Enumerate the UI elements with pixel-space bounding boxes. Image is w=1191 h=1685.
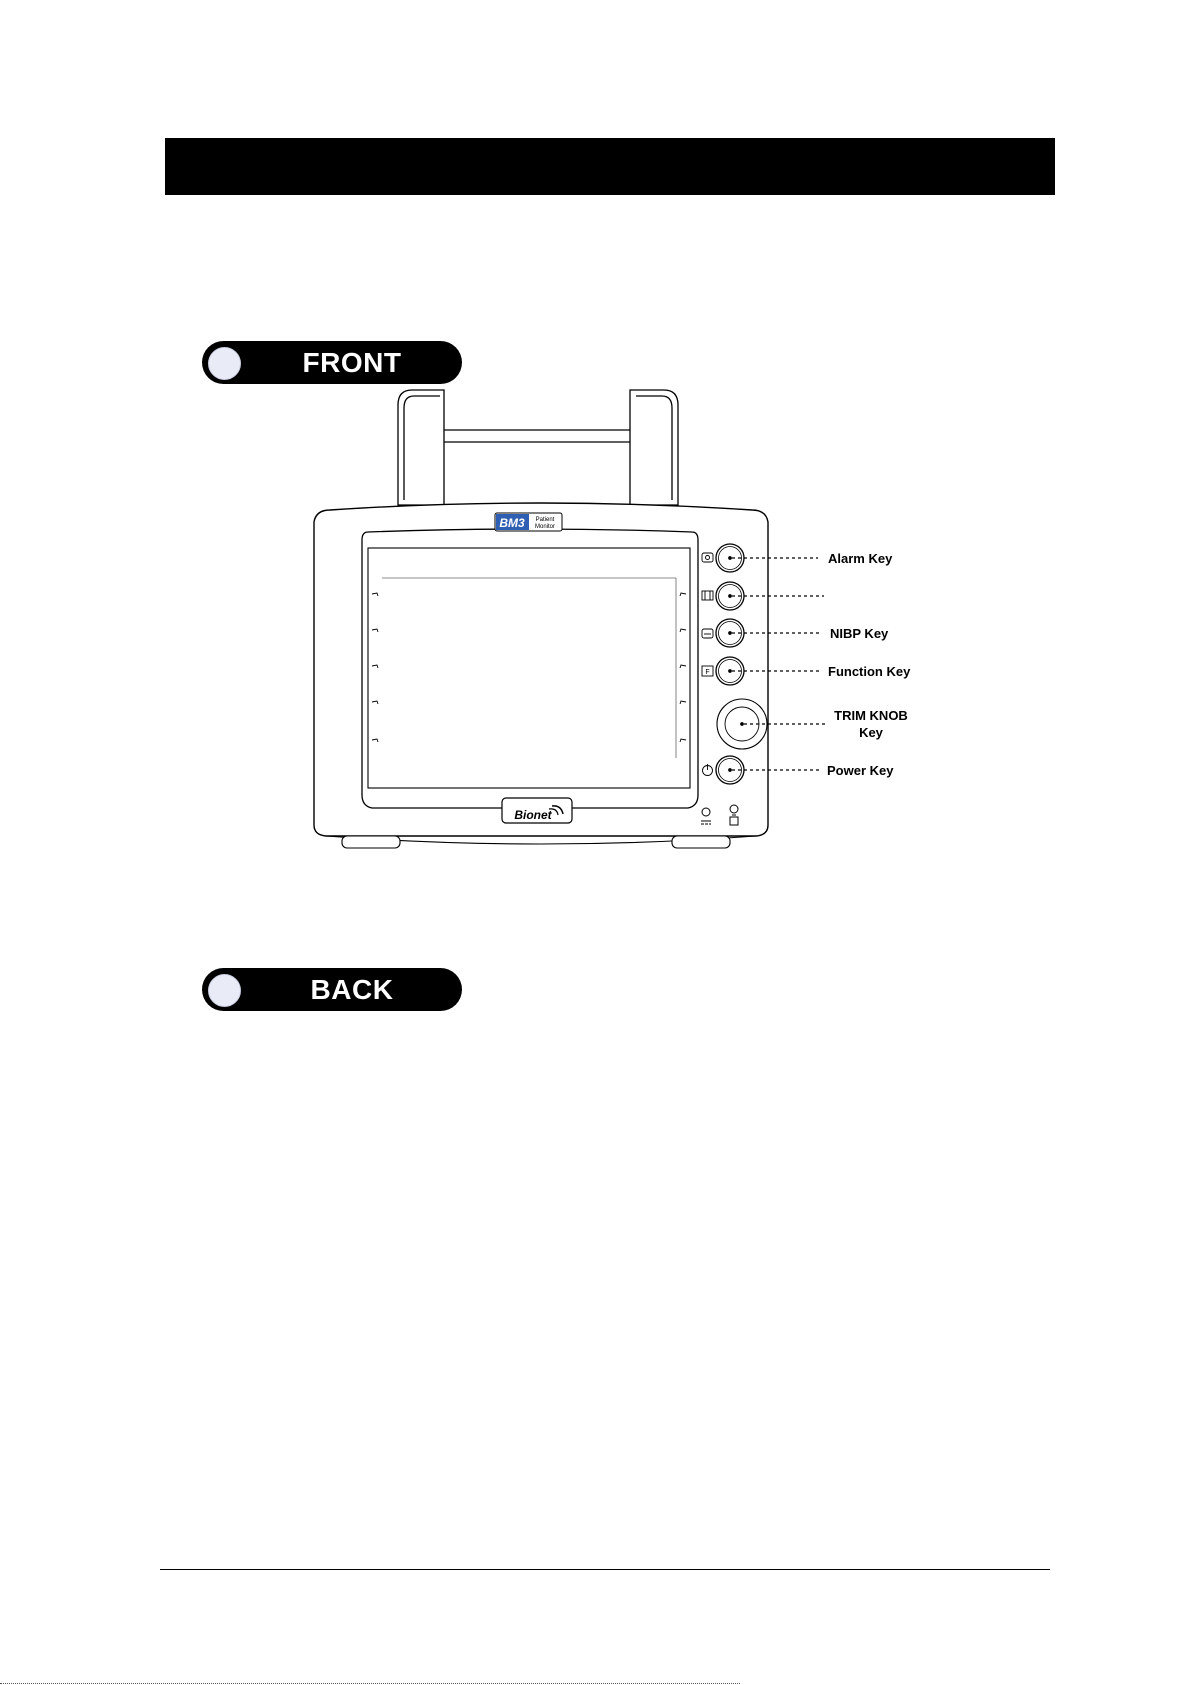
model-badge-sub-2: Monitor <box>534 524 556 530</box>
front-section-label: FRONT <box>302 347 402 378</box>
monitor-body <box>314 503 768 848</box>
back-section-pill <box>202 968 462 1011</box>
trim-knob-label <box>828 707 914 741</box>
model-badge <box>495 513 562 531</box>
power-key-label: Power Key <box>827 763 894 778</box>
alarm-silence-icon <box>702 553 713 562</box>
nibp-icon <box>702 629 713 638</box>
page-edge-dotted-line <box>0 1683 740 1684</box>
function-icon <box>702 666 713 676</box>
trim-knob-label-line1: TRIM KNOB <box>834 708 908 723</box>
carry-handle <box>398 390 678 505</box>
nibp-key-label: NIBP Key <box>830 626 889 641</box>
trim-knob[interactable] <box>717 699 767 749</box>
freeze-icon <box>702 591 713 600</box>
trim-knob-label-line2: Key <box>859 725 883 740</box>
pill-dot-icon <box>208 974 241 1007</box>
model-badge-text: BM3 <box>499 516 525 530</box>
model-badge-sub-1: Patient <box>535 517 555 523</box>
brand-logo <box>502 798 572 823</box>
back-section-label: BACK <box>310 974 394 1005</box>
svg-text:F: F <box>705 669 710 676</box>
footer-rule <box>160 1569 1050 1570</box>
brand-logo-text: Bionet <box>514 808 552 822</box>
alarm-key-label: Alarm Key <box>828 551 893 566</box>
function-key-label: Function Key <box>828 664 911 679</box>
